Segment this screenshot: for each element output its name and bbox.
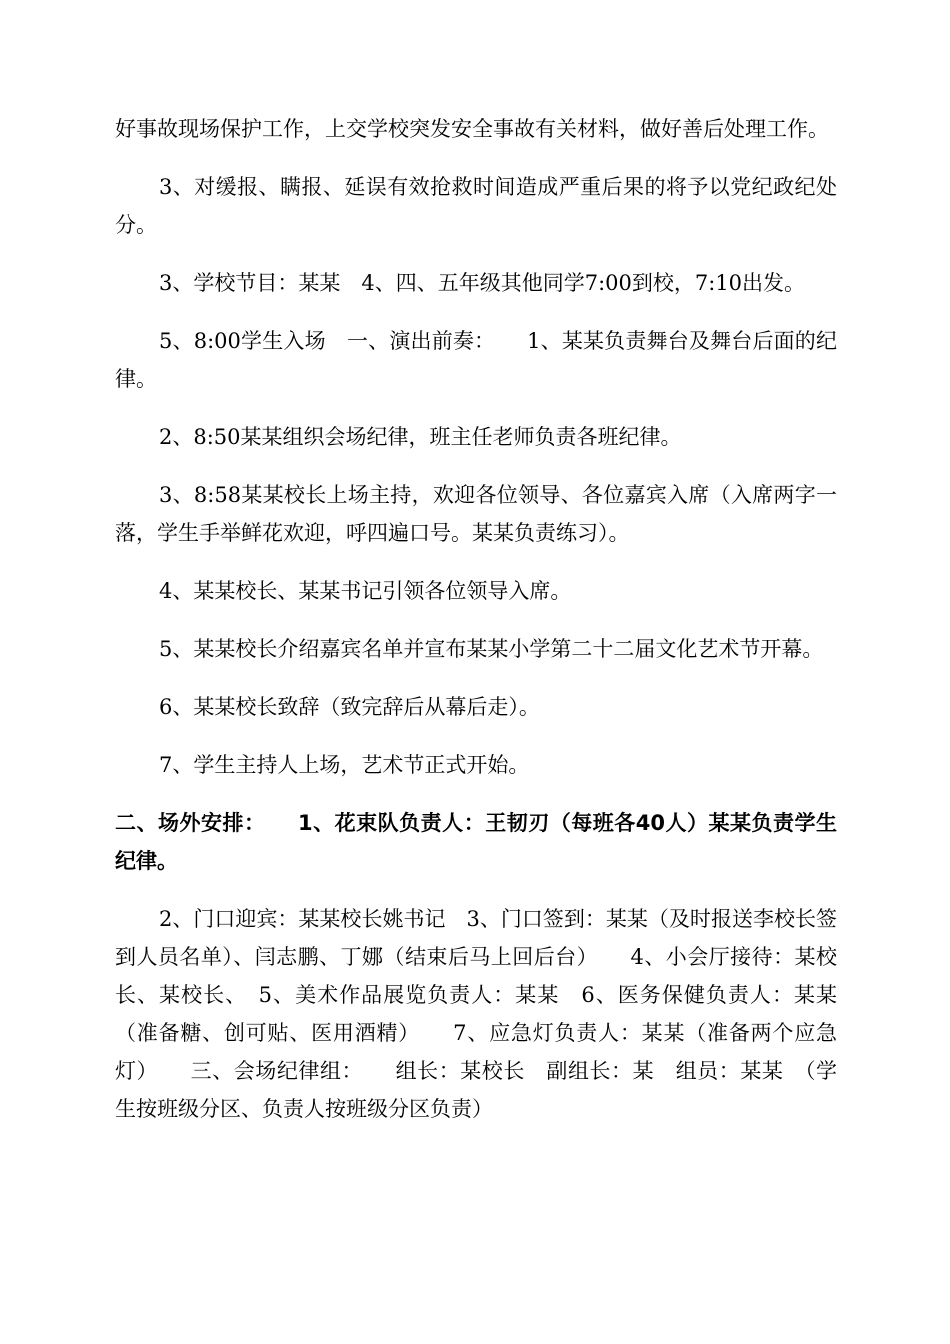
paragraph-4: 5、8:00学生入场 一、演出前奏： 1、某某负责舞台及舞台后面的纪律。	[115, 329, 837, 391]
paragraph-12: 2、门口迎宾：某某校长姚书记 3、门口签到：某某（及时报送李校长签到人员名单）、闫志鹏、丁娜（结束后马上回后台） 4、小会厅接待：某校长、某校长、 5、美术作品展览负责人：某某 6、医务保健负责人：某某（准备糖、创可贴、医用酒精） 7、应急灯负责人：某某（准备两个应急灯） 三、会场纪律组： 组长：某校长 副组长：某 组员：某某 （学生按班级分区、负责人按班级分区负责）	[115, 907, 837, 1121]
paragraph-1: 好事故现场保护工作，上交学校突发安全事故有关材料，做好善后处理工作。	[115, 117, 829, 141]
section-heading-outside-arrangement: 二、场外安排： 1、花束队负责人：王韧刃（每班各40人）某某负责学生纪律。	[115, 811, 837, 873]
paragraph-8: 5、某某校长介绍嘉宾名单并宣布某某小学第二十二届文化艺术节开幕。	[159, 637, 824, 661]
paragraph-10: 7、学生主持人上场，艺术节正式开始。	[159, 753, 530, 777]
document-body	[115, 110, 837, 1148]
paragraph-2: 3、对缓报、瞒报、延误有效抢救时间造成严重后果的将予以党纪政纪处分。	[115, 175, 837, 237]
paragraph-6: 3、8:58某某校长上场主持，欢迎各位领导、各位嘉宾入席（入席两字一落，学生手举鲜花欢迎，呼四遍口号。某某负责练习）。	[115, 483, 837, 545]
paragraph-9: 6、某某校长致辞（致完辞后从幕后走）。	[159, 695, 540, 719]
paragraph-7: 4、某某校长、某某书记引领各位领导入席。	[159, 579, 572, 603]
paragraph-3: 3、学校节目：某某 4、四、五年级其他同学7:00到校，7:10出发。	[159, 271, 806, 295]
paragraph-5: 2、8:50某某组织会场纪律，班主任老师负责各班纪律。	[159, 425, 682, 449]
